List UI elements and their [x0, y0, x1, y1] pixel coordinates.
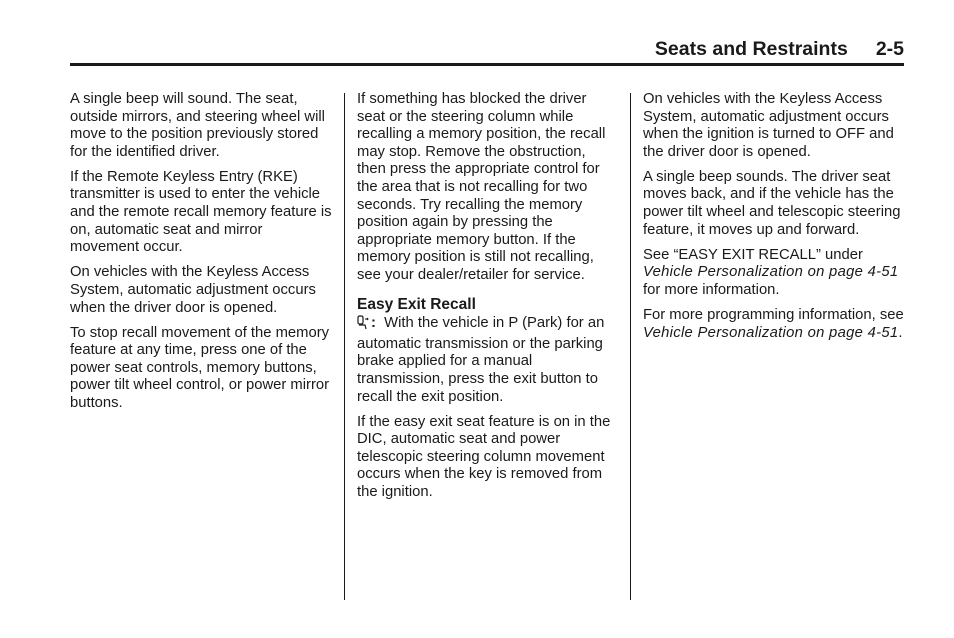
- paragraph: If the Remote Keyless Entry (RKE) transmitter is used to enter the vehicle and the remote recall memory feature is on, automatic seat and mirror movement occur.: [70, 168, 332, 256]
- column-divider: [630, 93, 631, 600]
- header-rule: [70, 63, 904, 66]
- paragraph: On vehicles with the Keyless Access System, automatic adjustment occurs when the driver door is opened.: [70, 264, 316, 316]
- seat-exit-icon: [357, 315, 369, 336]
- paragraph-text: .: [898, 324, 903, 341]
- column-1: [70, 91, 332, 420]
- section-heading: Easy Exit Recall: [357, 295, 476, 313]
- paragraph-text: See “EASY EXIT RECALL” under: [643, 246, 863, 263]
- cross-reference-link[interactable]: Vehicle Personalization on page 4-51: [643, 264, 899, 281]
- paragraph: To stop recall movement of the memory feature at any time, press one of the power seat controls, memory buttons, power tilt wheel control, or power mirror buttons.: [70, 324, 330, 411]
- paragraph: If something has blocked the driver seat or the steering column while recalling a memory position, the recall may stop. Remove the obstruction, then press the appropriate control for the area that is not recalling for two seconds. Try recalling the memory position again by pressing the appropriate memory button. If the memory position is still not recalling, see your dealer/retailer for service.: [357, 91, 606, 283]
- running-header: [655, 38, 904, 61]
- paragraph: If the easy exit seat feature is on in the DIC, automatic seat and power telescopic steering column movement occurs when the key is removed from the ignition.: [357, 413, 611, 500]
- paragraph: [643, 247, 905, 300]
- section-title: Seats and Restraints: [654, 38, 848, 60]
- icon-colon: :: [371, 315, 376, 332]
- paragraph: A single beep will sound. The seat, outside mirrors, and steering wheel will move to the position previously stored for the identified driver.: [70, 91, 325, 160]
- page-number: 2-5: [875, 38, 904, 60]
- paragraph: [643, 307, 905, 342]
- cross-reference-link[interactable]: Vehicle Personalization on page 4-51: [643, 324, 899, 341]
- column-2: [357, 91, 617, 509]
- paragraph: A single beep sounds. The driver seat moves back, and if the vehicle has the power tilt wheel and telescopic steering feature, it moves up and forward.: [643, 168, 901, 238]
- paragraph-text: For more programming information, see: [643, 307, 904, 324]
- paragraph: [357, 315, 617, 406]
- column-3: [643, 91, 905, 350]
- paragraph-text: With the vehicle in P (Park) for an automatic transmission or the parking brake applied for a manual transmission, press the exit button to recall the exit position.: [357, 315, 605, 405]
- paragraph-text: for more information.: [643, 281, 780, 298]
- paragraph: On vehicles with the Keyless Access System, automatic adjustment occurs when the ignition is turned to OFF and the driver door is opened.: [643, 91, 894, 160]
- column-divider: [344, 93, 345, 600]
